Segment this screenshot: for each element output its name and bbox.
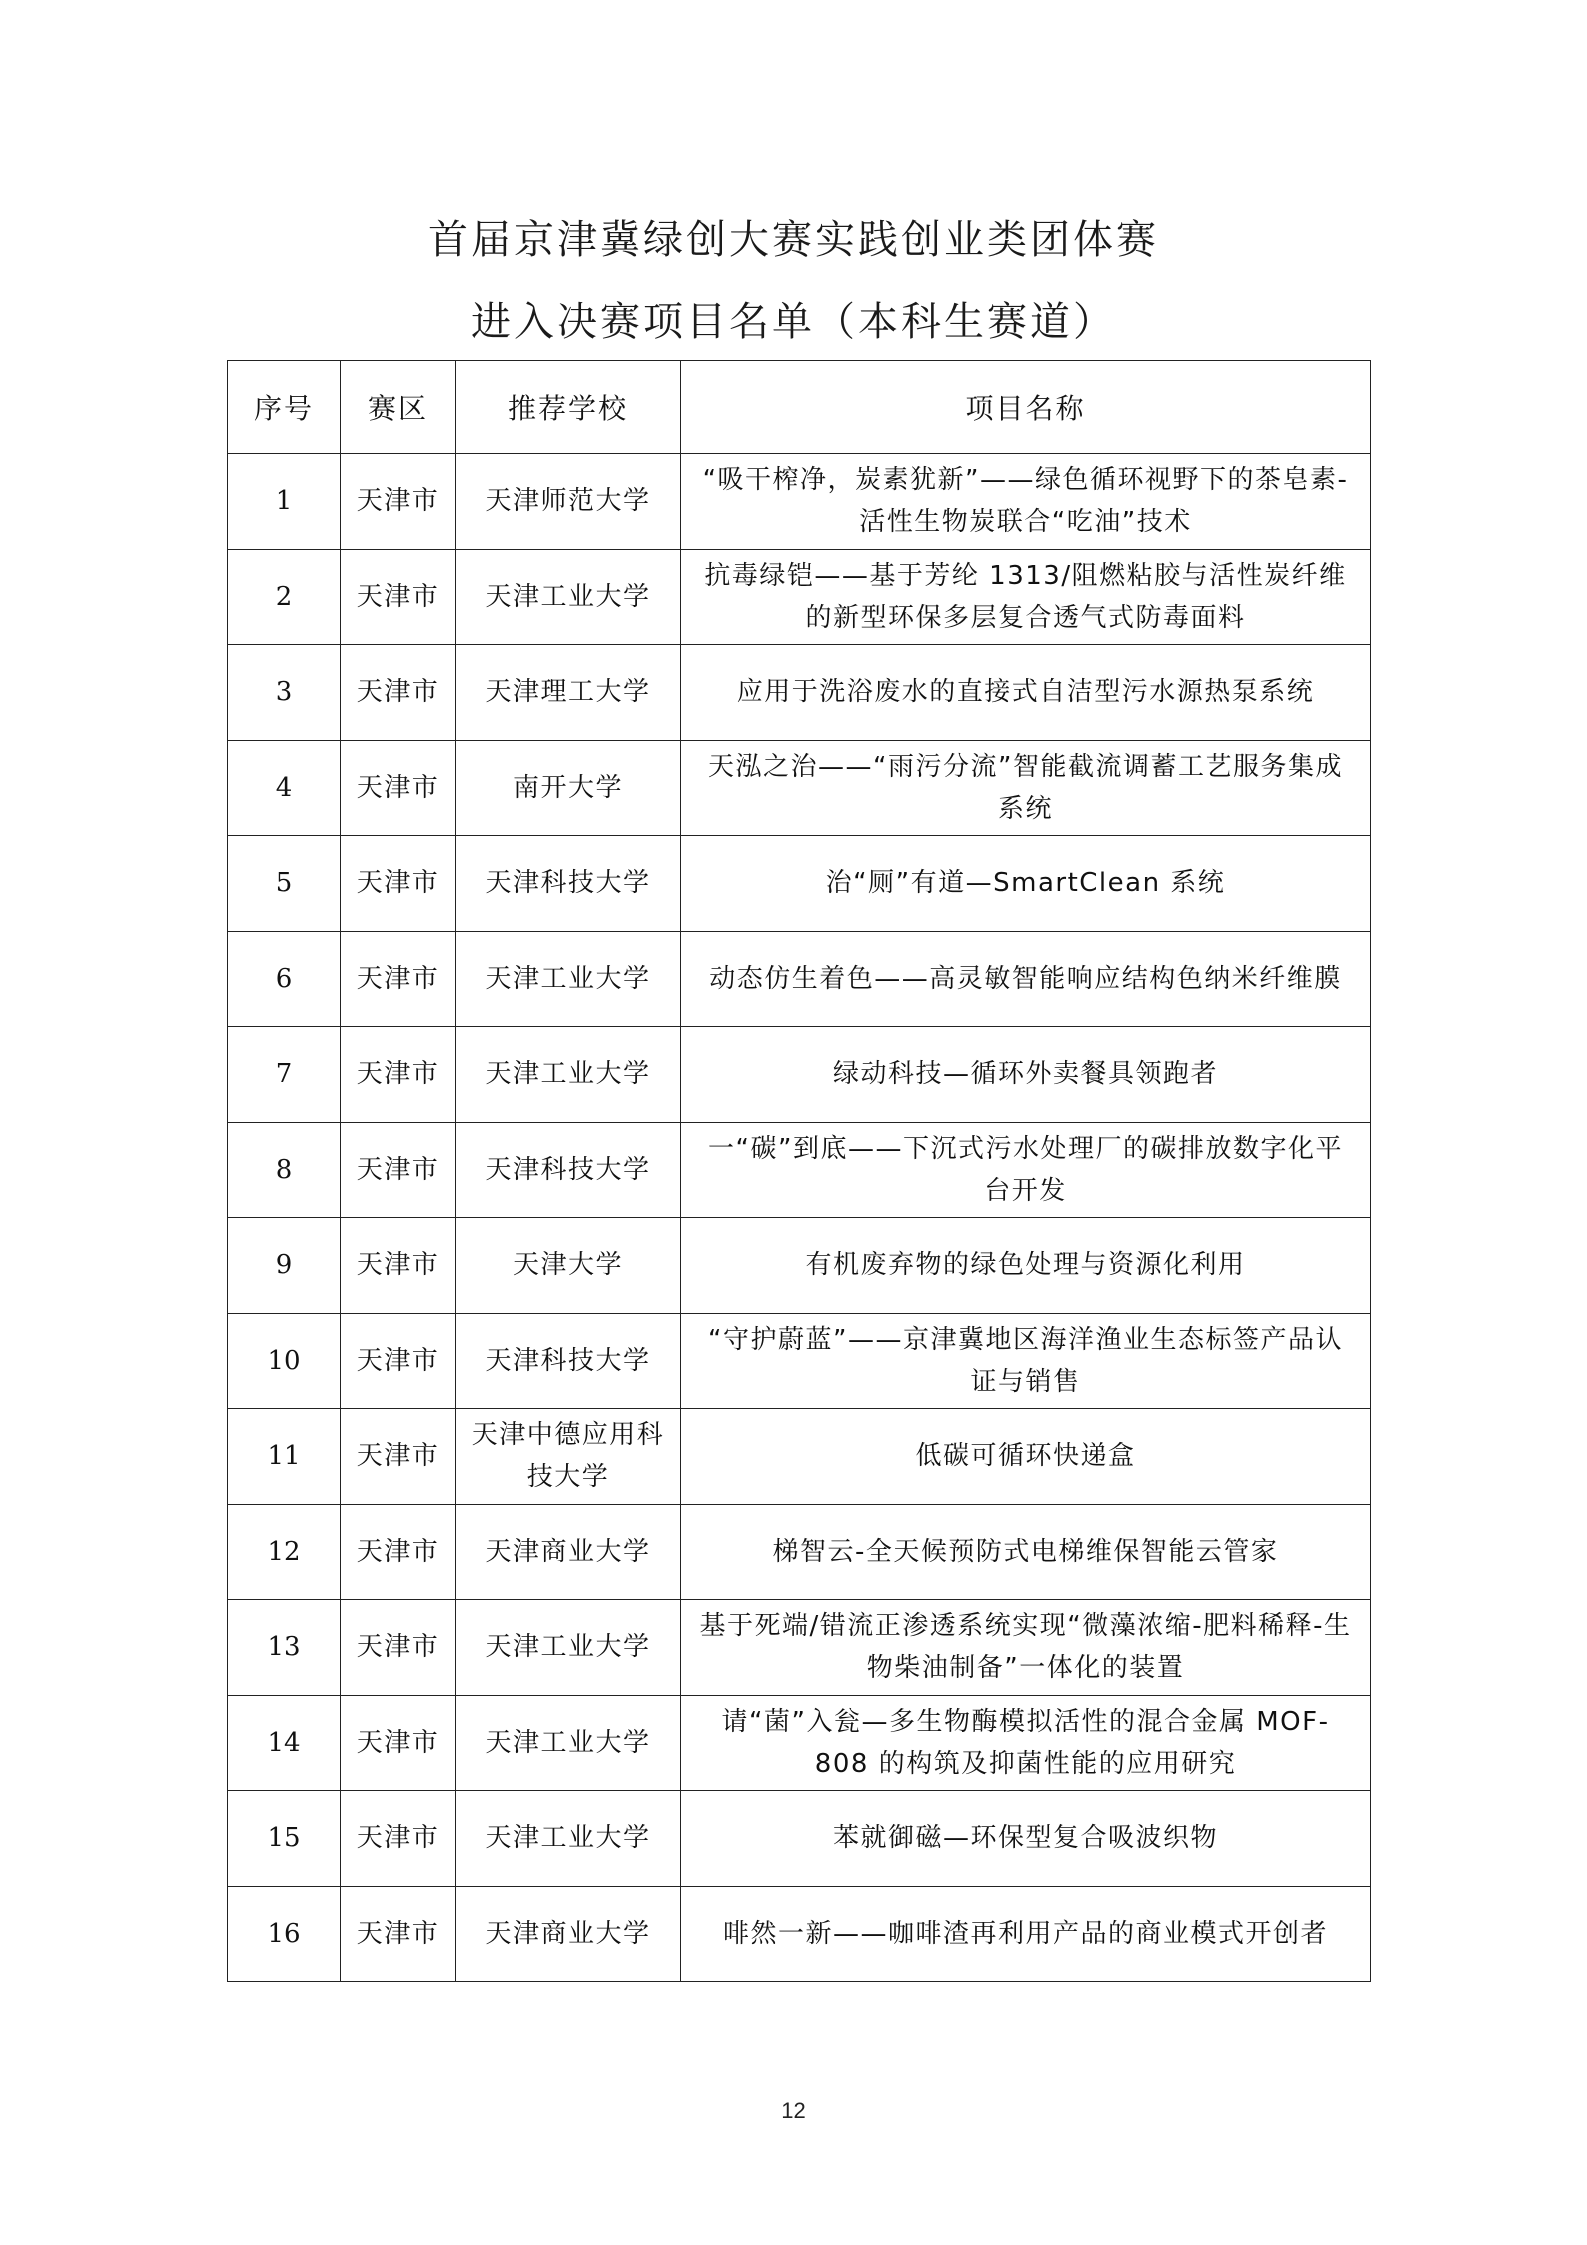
row-region: 天津市 [341,645,456,741]
document-title-line-2: 进入决赛项目名单（本科生赛道） [471,299,1116,345]
table-row [228,1504,1371,1600]
table-row [228,1791,1371,1887]
row-project: 应用于洗浴废水的直接式自洁型污水源热泵系统 [681,645,1371,741]
row-school: 天津中德应用科技大学 [456,1409,681,1505]
row-school: 天津工业大学 [456,1791,681,1887]
row-school: 天津工业大学 [456,1027,681,1123]
row-number: 14 [228,1695,341,1791]
table-row [228,1218,1371,1314]
row-region: 天津市 [341,740,456,836]
row-number: 12 [228,1504,341,1600]
row-region: 天津市 [341,549,456,645]
row-number: 5 [228,836,341,932]
row-project: 低碳可循环快递盒 [681,1409,1371,1505]
page-number: 12 [781,2098,806,2123]
table-row [228,1409,1371,1505]
row-school: 南开大学 [456,740,681,836]
table-row [228,1027,1371,1123]
row-number: 16 [228,1886,341,1982]
row-project: “守护蔚蓝”——京津冀地区海洋渔业生态标签产品认证与销售 [681,1313,1371,1409]
row-region: 天津市 [341,1313,456,1409]
row-region: 天津市 [341,1409,456,1505]
row-school: 天津师范大学 [456,454,681,550]
row-number: 15 [228,1791,341,1887]
row-region: 天津市 [341,1027,456,1123]
row-project: 动态仿生着色——高灵敏智能响应结构色纳米纤维膜 [681,931,1371,1027]
row-region: 天津市 [341,1791,456,1887]
row-region: 天津市 [341,1600,456,1696]
row-project: 梯智云-全天候预防式电梯维保智能云管家 [681,1504,1371,1600]
table-row [228,1313,1371,1409]
row-project: 有机废弃物的绿色处理与资源化利用 [681,1218,1371,1314]
document-title-line-1: 首届京津冀绿创大赛实践创业类团体赛 [428,217,1159,263]
row-number: 4 [228,740,341,836]
row-number: 9 [228,1218,341,1314]
row-school: 天津工业大学 [456,1600,681,1696]
row-project: 啡然一新——咖啡渣再利用产品的商业模式开创者 [681,1886,1371,1982]
row-project: 一“碳”到底——下沉式污水处理厂的碳排放数字化平台开发 [681,1122,1371,1218]
row-region: 天津市 [341,1695,456,1791]
row-school: 天津工业大学 [456,1695,681,1791]
row-number: 8 [228,1122,341,1218]
table-row [228,740,1371,836]
header-serial-number: 序号 [228,361,341,454]
row-project: 抗毒绿铠——基于芳纶 1313/阻燃粘胶与活性炭纤维的新型环保多层复合透气式防毒面料 [681,549,1371,645]
row-region: 天津市 [341,836,456,932]
row-school: 天津大学 [456,1218,681,1314]
row-region: 天津市 [341,1886,456,1982]
row-school: 天津商业大学 [456,1886,681,1982]
header-school: 推荐学校 [456,361,681,454]
row-number: 7 [228,1027,341,1123]
row-project: 基于死端/错流正渗透系统实现“微藻浓缩-肥料稀释-生物柴油制备”一体化的装置 [681,1600,1371,1696]
row-region: 天津市 [341,1218,456,1314]
row-region: 天津市 [341,931,456,1027]
row-school: 天津工业大学 [456,549,681,645]
row-region: 天津市 [341,1504,456,1600]
row-number: 6 [228,931,341,1027]
row-number: 13 [228,1600,341,1696]
row-number: 10 [228,1313,341,1409]
row-school: 天津工业大学 [456,931,681,1027]
row-number: 11 [228,1409,341,1505]
row-school: 天津理工大学 [456,645,681,741]
table-row [228,454,1371,550]
header-region: 赛区 [341,361,456,454]
row-school: 天津科技大学 [456,836,681,932]
table-header-row [228,361,1371,454]
row-project: “吸干榨净，炭素犹新”——绿色循环视野下的茶皂素-活性生物炭联合“吃油”技术 [681,454,1371,550]
row-project: 治“厕”有道—SmartClean 系统 [681,836,1371,932]
row-project: 苯就御磁—环保型复合吸波织物 [681,1791,1371,1887]
row-number: 1 [228,454,341,550]
table-row [228,549,1371,645]
table-row [228,836,1371,932]
row-region: 天津市 [341,454,456,550]
table-row [228,1695,1371,1791]
table-row [228,645,1371,741]
row-school: 天津科技大学 [456,1122,681,1218]
table-row [228,1122,1371,1218]
row-number: 3 [228,645,341,741]
finalist-table [227,360,1371,1982]
table-row [228,1600,1371,1696]
row-project: 天泓之治——“雨污分流”智能截流调蓄工艺服务集成系统 [681,740,1371,836]
table-row [228,1886,1371,1982]
table-row [228,931,1371,1027]
row-school: 天津科技大学 [456,1313,681,1409]
row-project: 请“菌”入瓮—多生物酶模拟活性的混合金属 MOF-808 的构筑及抑菌性能的应用研究 [681,1695,1371,1791]
row-project: 绿动科技—循环外卖餐具领跑者 [681,1027,1371,1123]
header-project-name: 项目名称 [681,361,1371,454]
row-region: 天津市 [341,1122,456,1218]
row-school: 天津商业大学 [456,1504,681,1600]
row-number: 2 [228,549,341,645]
